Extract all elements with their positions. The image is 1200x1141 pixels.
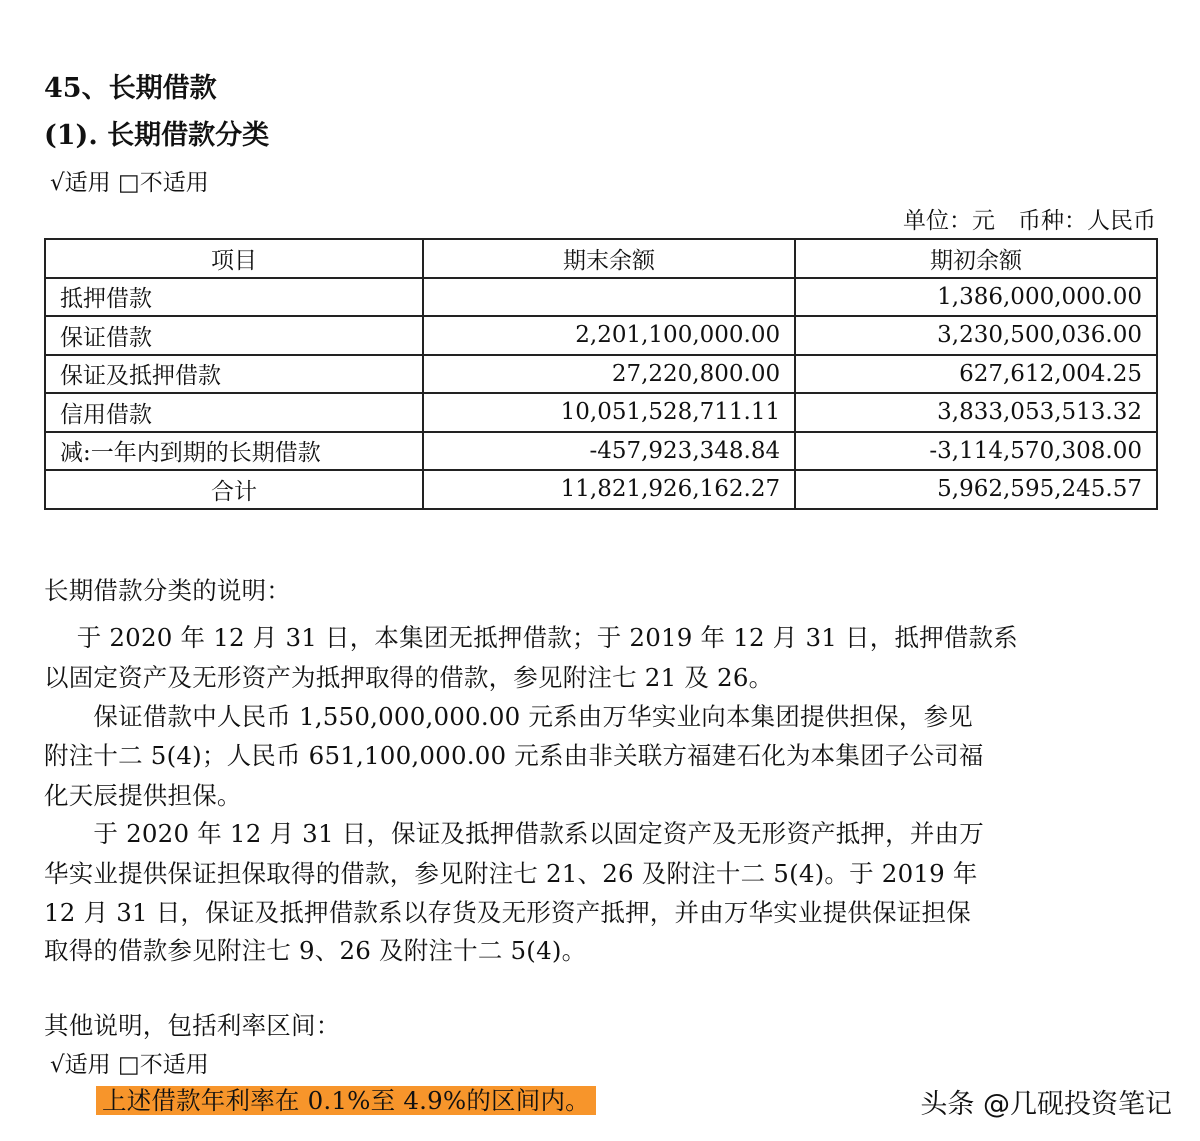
row-label: 保证借款 — [45, 316, 423, 355]
interest-rate-highlight: 上述借款年利率在 0.1%至 4.9%的区间内。 — [96, 1086, 596, 1115]
row-label: 保证及抵押借款 — [45, 355, 423, 394]
notes-line: 于 2020 年 12 月 31 日，本集团无抵押借款；于 2019 年 12 月 31 日，抵押借款系 — [44, 623, 1018, 652]
closing-balance: 10,051,528,711.11 — [423, 393, 795, 432]
notes-line: 于 2020 年 12 月 31 日，保证及抵押借款系以固定资产及无形资产抵押，并由万 — [44, 819, 984, 848]
applicability-checkbox: √适用 □不适用 — [50, 170, 209, 196]
opening-balance: 5,962,595,245.57 — [795, 470, 1157, 509]
notes-title: 长期借款分类的说明： — [44, 576, 291, 605]
notes-line: 取得的借款参见附注七 9、26 及附注十二 5(4)。 — [44, 936, 587, 965]
notes-line: 保证借款中人民币 1,550,000,000.00 元系由万华实业向本集团提供担保，参见 — [44, 702, 973, 731]
closing-balance: -457,923,348.84 — [423, 432, 795, 471]
long-term-loans-table — [44, 238, 1158, 510]
row-label: 减:一年内到期的长期借款 — [45, 432, 423, 471]
closing-balance: 27,220,800.00 — [423, 355, 795, 394]
table-row — [45, 355, 1157, 394]
table-header-row — [45, 239, 1157, 278]
table-row — [45, 393, 1157, 432]
opening-balance: 1,386,000,000.00 — [795, 278, 1157, 317]
notes-line: 12 月 31 日，保证及抵押借款系以存货及无形资产抵押，并由万华实业提供保证担保 — [44, 898, 971, 927]
header-closing: 期末余额 — [423, 239, 795, 278]
table-row — [45, 432, 1157, 471]
notes-line: 以固定资产及无形资产为抵押取得的借款，参见附注七 21 及 26。 — [44, 663, 774, 692]
row-label: 信用借款 — [45, 393, 423, 432]
closing-balance: 2,201,100,000.00 — [423, 316, 795, 355]
watermark: 头条 @几砚投资笔记 — [920, 1089, 1172, 1120]
table-total-row — [45, 470, 1157, 509]
notes-line: 华实业提供保证担保取得的借款，参见附注七 21、26 及附注十二 5(4)。于 2019 年 — [44, 859, 978, 888]
opening-balance: -3,114,570,308.00 — [795, 432, 1157, 471]
other-notes-title: 其他说明，包括利率区间： — [44, 1011, 341, 1040]
highlight-wrapper — [96, 1082, 596, 1117]
notes-line: 附注十二 5(4)；人民币 651,100,000.00 元系由非关联方福建石化为本集团子公司福 — [44, 741, 984, 770]
row-label: 抵押借款 — [45, 278, 423, 317]
notes-line: 化天辰提供担保。 — [44, 781, 242, 810]
subsection-heading: (1). 长期借款分类 — [44, 120, 270, 151]
table-row — [45, 278, 1157, 317]
row-label: 合计 — [45, 470, 423, 509]
section-heading: 45、长期借款 — [44, 73, 217, 104]
header-item: 项目 — [45, 239, 423, 278]
other-applicability-checkbox: √适用 □不适用 — [50, 1052, 209, 1078]
header-opening: 期初余额 — [795, 239, 1157, 278]
opening-balance: 3,833,053,513.32 — [795, 393, 1157, 432]
opening-balance: 627,612,004.25 — [795, 355, 1157, 394]
unit-label: 单位：元 币种：人民币 — [903, 208, 1156, 234]
closing-balance — [423, 278, 795, 317]
table-row — [45, 316, 1157, 355]
closing-balance: 11,821,926,162.27 — [423, 470, 795, 509]
opening-balance: 3,230,500,036.00 — [795, 316, 1157, 355]
